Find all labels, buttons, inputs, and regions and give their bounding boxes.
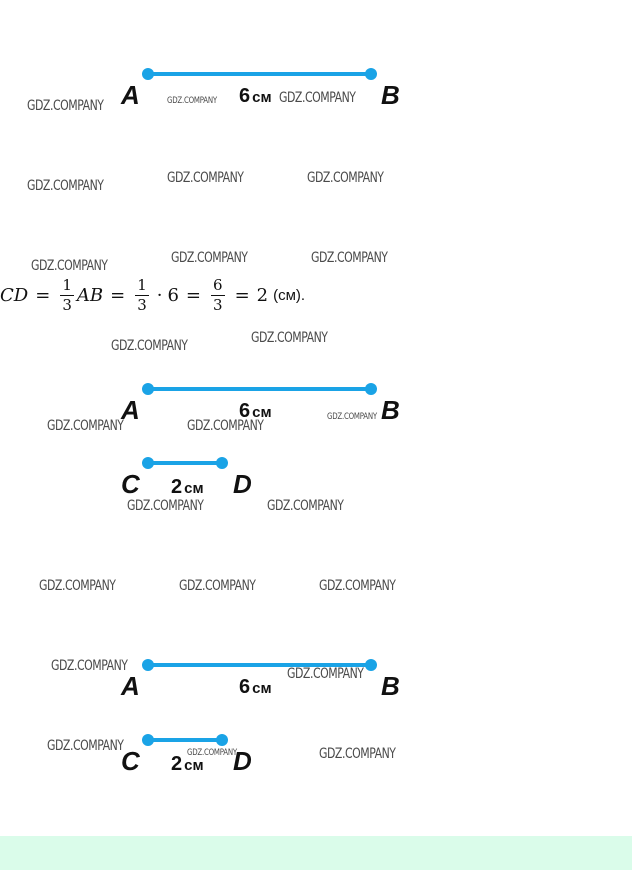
segment-cd	[148, 461, 222, 465]
point-b-label: B	[381, 671, 400, 701]
fraction-1	[60, 275, 74, 314]
length-unit: см	[184, 757, 204, 774]
watermark: GDZ.COMPANY	[39, 578, 116, 594]
formula-eq-2: =	[110, 284, 126, 306]
fraction-3	[211, 275, 225, 314]
formula-eq-1: =	[35, 284, 51, 306]
watermark: GDZ.COMPANY	[167, 96, 217, 106]
point-a-label: A	[121, 395, 140, 425]
watermark: GDZ.COMPANY	[171, 250, 248, 266]
endpoint-c-dot	[142, 457, 154, 469]
formula-lhs: CD	[0, 284, 29, 306]
watermark: GDZ.COMPANY	[319, 578, 396, 594]
watermark: GDZ.COMPANY	[267, 498, 344, 514]
formula-eq-3: =	[185, 284, 202, 306]
formula-six: 6	[167, 284, 179, 306]
watermark: GDZ.COMPANY	[51, 658, 128, 674]
fraction-1-den: 3	[62, 295, 72, 314]
watermark: GDZ.COMPANY	[111, 338, 188, 354]
length-unit: см	[252, 680, 272, 697]
point-d-label: D	[233, 469, 252, 499]
watermark: GDZ.COMPANY	[251, 330, 328, 346]
watermark: GDZ.COMPANY	[27, 178, 104, 194]
watermark: GDZ.COMPANY	[311, 250, 388, 266]
length-number: 6	[239, 400, 251, 422]
watermark: GDZ.COMPANY	[127, 498, 204, 514]
segment-ab-length	[239, 85, 272, 108]
endpoint-c-dot	[142, 734, 154, 746]
point-b-label: B	[381, 395, 400, 425]
length-unit: см	[184, 480, 204, 497]
length-unit: см	[252, 404, 272, 421]
watermark: GDZ.COMPANY	[327, 412, 377, 422]
endpoint-b-dot	[365, 383, 377, 395]
watermark: GDZ.COMPANY	[319, 746, 396, 762]
endpoint-b-dot	[365, 659, 377, 671]
watermark: GDZ.COMPANY	[167, 170, 244, 186]
formula-eq-4: =	[234, 284, 250, 306]
watermark: GDZ.COMPANY	[47, 738, 124, 754]
formula-result: 2	[256, 284, 269, 306]
point-d-label: D	[233, 746, 252, 776]
watermark: GDZ.COMPANY	[47, 418, 124, 434]
endpoint-a-dot	[142, 68, 154, 80]
length-number: 2	[171, 753, 183, 775]
watermark: GDZ.COMPANY	[287, 666, 364, 682]
formula-cd	[0, 272, 305, 318]
watermark: GDZ.COMPANY	[307, 170, 384, 186]
watermark: GDZ.COMPANY	[27, 98, 104, 114]
watermark: GDZ.COMPANY	[187, 748, 237, 758]
segment-cd-length	[171, 476, 204, 499]
segment-ab	[148, 387, 371, 391]
length-number: 6	[239, 85, 251, 107]
fraction-3-den: 3	[213, 295, 223, 314]
formula-unit: (см).	[273, 286, 306, 304]
endpoint-b-dot	[365, 68, 377, 80]
fraction-2-num: 1	[137, 275, 147, 294]
fraction-3-num: 6	[213, 275, 223, 294]
watermark: GDZ.COMPANY	[179, 578, 256, 594]
segment-ab-length	[239, 676, 272, 699]
formula-dot: ·	[156, 284, 163, 306]
segment-cd	[148, 738, 222, 742]
fraction-2-den: 3	[137, 295, 147, 314]
length-number: 6	[239, 676, 251, 698]
fraction-2	[135, 275, 149, 314]
point-a-label: A	[121, 671, 140, 701]
point-a-label: A	[121, 80, 140, 110]
watermark: GDZ.COMPANY	[187, 418, 264, 434]
point-c-label: C	[121, 746, 140, 776]
point-b-label: B	[381, 80, 400, 110]
segment-ab	[148, 72, 371, 76]
endpoint-d-dot	[216, 457, 228, 469]
footer-band	[0, 836, 632, 870]
formula-ab: AB	[76, 284, 104, 306]
endpoint-d-dot	[216, 734, 228, 746]
watermark: GDZ.COMPANY	[31, 258, 108, 274]
watermark: GDZ.COMPANY	[279, 90, 356, 106]
fraction-1-num: 1	[62, 275, 72, 294]
point-c-label: C	[121, 469, 140, 499]
endpoint-a-dot	[142, 659, 154, 671]
length-unit: см	[252, 89, 272, 106]
endpoint-a-dot	[142, 383, 154, 395]
length-number: 2	[171, 476, 183, 498]
